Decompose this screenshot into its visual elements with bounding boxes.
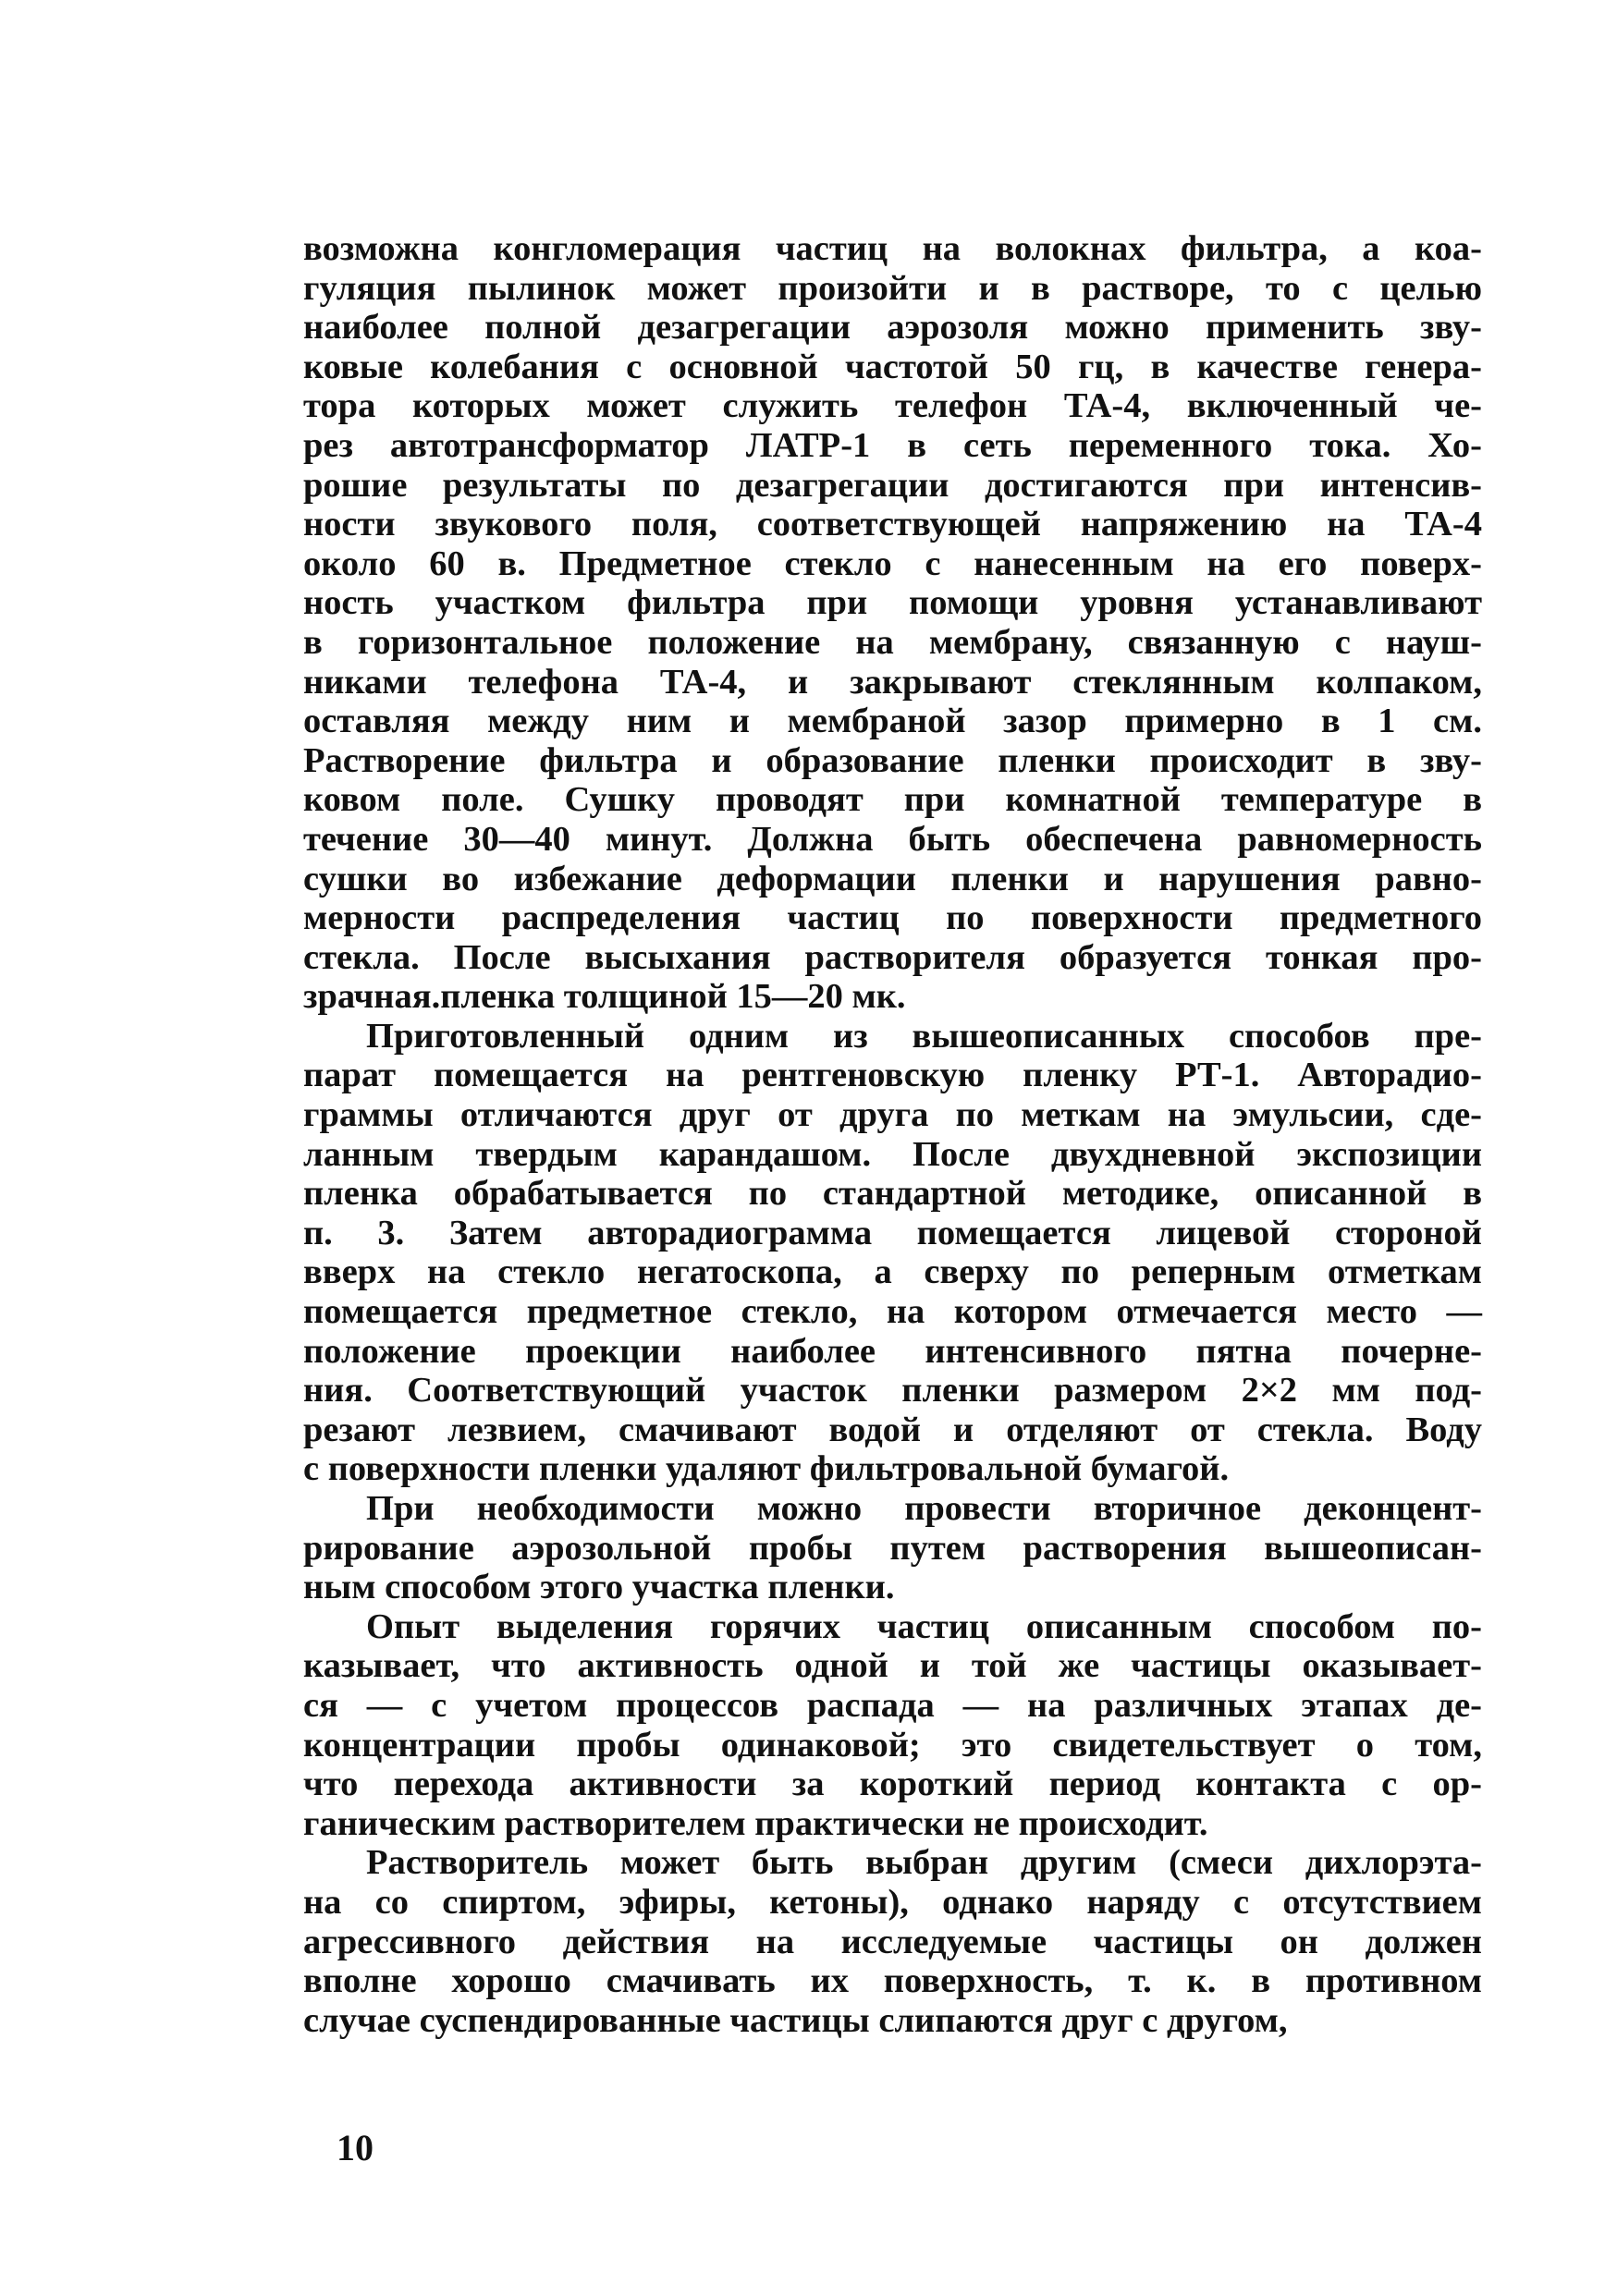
text-line: резают лезвием, смачивают водой и отделяют от стекла. Воду (303, 1410, 1482, 1449)
text-line: пленка обрабатывается по стандартной методике, описанной в (303, 1174, 1482, 1214)
text-line: сушки во избежание деформации пленки и нарушения равно- (303, 859, 1482, 898)
text-line: ности звукового поля, соответствующей напряжению на ТА-4 (303, 505, 1482, 544)
text-line: помещается предметное стекло, на котором отмечается место — (303, 1292, 1482, 1332)
text-line: ланным твердым карандашом. После двухдневной экспозиции (303, 1134, 1482, 1174)
text-line: рирование аэрозольной пробы путем растворения вышеописан- (303, 1528, 1482, 1568)
text-line: Растворитель может быть выбран другим (смеси дихлорэта- (366, 1843, 1482, 1883)
text-line: в горизонтальное положение на мембрану, связанную с науш- (303, 622, 1482, 662)
text-line: зрачная.пленка толщиной 15—20 мк. (303, 977, 906, 1017)
text-line: При необходимости можно провести вторичное деконцент- (366, 1489, 1482, 1528)
text-line: п. 3. Затем авторадиограмма помещается лицевой стороной (303, 1213, 1482, 1252)
text-line: с поверхности пленки удаляют фильтровальной бумагой. (303, 1449, 1230, 1489)
text-line: оставляя между ним и мембраной зазор примерно в 1 см. (303, 702, 1482, 741)
text-line: ся — с учетом процессов распада — на различных этапах де- (303, 1685, 1482, 1725)
text-line: что перехода активности за короткий период контакта с ор- (303, 1765, 1482, 1804)
text-line: никами телефона ТА-4, и закрывают стеклянным колпаком, (303, 662, 1482, 702)
text-line: ным способом этого участка пленки. (303, 1568, 895, 1607)
text-line: граммы отличаются друг от друга по меткам на эмульсии, сде- (303, 1095, 1482, 1135)
text-line: тора которых может служить телефон ТА-4, включенный че- (303, 386, 1482, 426)
text-line: около 60 в. Предметное стекло с нанесенным на его поверх- (303, 543, 1482, 583)
text-line: на со спиртом, эфиры, кетоны), однако наряду с отсутствием (303, 1882, 1482, 1922)
text-line: концентрации пробы одинаковой; это свидетельствует о том, (303, 1725, 1482, 1765)
paragraph (303, 229, 1482, 1017)
text-line: гуляция пылинок может произойти и в растворе, то с целью (303, 268, 1482, 308)
paragraph (303, 1017, 1482, 1489)
text-line: рез автотрансформатор ЛАТР-1 в сеть переменного тока. Хо- (303, 425, 1482, 465)
text-line: Опыт выделения горячих частиц описанным способом по- (366, 1606, 1482, 1646)
text-line: мерности распределения частиц по поверхности предметного (303, 898, 1482, 938)
text-line: положение проекции наиболее интенсивного пятна почерне- (303, 1331, 1482, 1371)
text-line: Приготовленный одним из вышеописанных способов пре- (366, 1016, 1482, 1056)
text-line: ния. Соответствующий участок пленки размером 2×2 мм под- (303, 1371, 1482, 1411)
paragraph (303, 1489, 1482, 1607)
body-text (303, 229, 1482, 2040)
text-line: ковом поле. Сушку проводят при комнатной температуре в (303, 780, 1482, 820)
text-line: Растворение фильтра и образование пленки происходит в зву- (303, 740, 1482, 780)
text-line: случае суспендированные частицы слипаются друг с другом, (303, 2000, 1288, 2040)
text-line: рошие результаты по дезагрегации достигаются при интенсив- (303, 465, 1482, 505)
text-line: стекла. После высыхания растворителя образуется тонкая про- (303, 937, 1482, 977)
text-line: наиболее полной дезагрегации аэрозоля можно применить зву- (303, 308, 1482, 348)
paragraph (303, 1843, 1482, 2040)
text-line: агрессивного действия на исследуемые частицы он должен (303, 1922, 1482, 1961)
text-line: ганическим растворителем практически не происходит. (303, 1803, 1208, 1843)
text-line: возможна конгломерация частиц на волокнах фильтра, а коа- (303, 229, 1482, 268)
text-line: парат помещается на рентгеновскую пленку РТ-1. Авторадио- (303, 1056, 1482, 1095)
text-line: ковые колебания с основной частотой 50 гц, в качестве генера- (303, 347, 1482, 386)
text-line: течение 30—40 минут. Должна быть обеспечена равномерность (303, 819, 1482, 859)
page-number: 10 (337, 2127, 374, 2168)
text-line: вполне хорошо смачивать их поверхность, т. к. в противном (303, 1961, 1482, 2001)
text-line: вверх на стекло негатоскопа, а сверху по реперным отметкам (303, 1252, 1482, 1292)
paragraph (303, 1607, 1482, 1844)
text-line: ность участком фильтра при помощи уровня устанавливают (303, 583, 1482, 623)
text-line: казывает, что активность одной и той же частицы оказывает- (303, 1646, 1482, 1686)
